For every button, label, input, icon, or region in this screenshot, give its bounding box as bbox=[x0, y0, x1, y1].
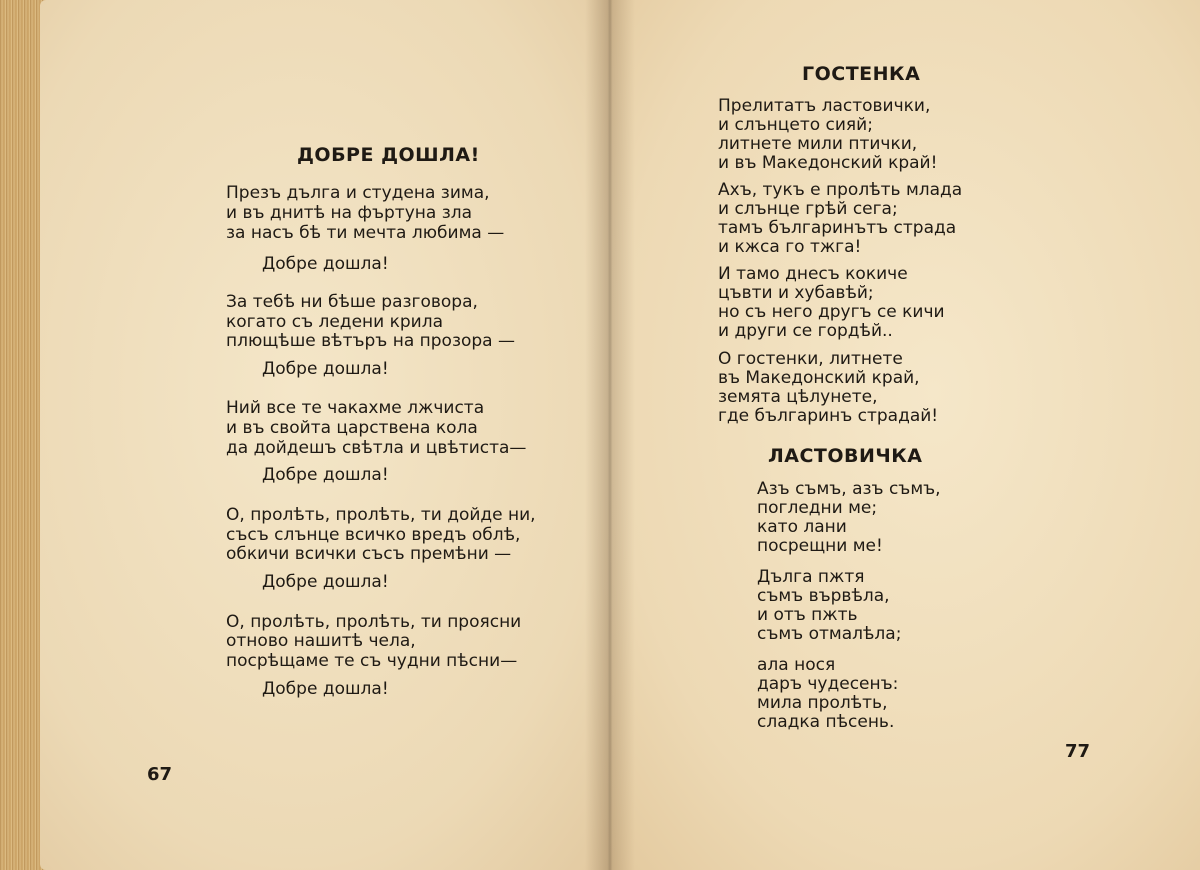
left-page-number: 67 bbox=[147, 764, 173, 785]
left-line: О, пролѣть, пролѣть, ти дойде ни, bbox=[226, 505, 536, 525]
left-line: съсъ слънце всичко вредъ облѣ, bbox=[226, 525, 521, 545]
right-line: Ахъ, тукъ е пролѣть млада bbox=[718, 180, 963, 200]
refrain: Добре дошла! bbox=[262, 679, 389, 699]
right-line: Дълга пжтя bbox=[757, 567, 865, 587]
right-line: съмъ отмалѣла; bbox=[757, 624, 902, 644]
right-line: и въ Македонский край! bbox=[718, 153, 938, 173]
left-line: Презъ дълга и студена зима, bbox=[226, 183, 490, 203]
left-line: обкичи всички съсъ премѣни — bbox=[226, 544, 512, 564]
refrain: Добре дошла! bbox=[262, 254, 389, 274]
right-line: въ Македонский край, bbox=[718, 368, 920, 388]
right-line: И тамо днесъ кокиче bbox=[718, 264, 908, 284]
right-page-number: 77 bbox=[1065, 741, 1091, 762]
right-line: мила пролѣть, bbox=[757, 693, 888, 713]
right-line: сладка пѣсень. bbox=[757, 712, 895, 732]
right-line: и други се гордѣй.. bbox=[718, 321, 893, 341]
right-line: съмъ вървѣла, bbox=[757, 586, 890, 606]
right-line: Прелитатъ ластовички, bbox=[718, 96, 931, 116]
right-line: земята цѣлунете, bbox=[718, 387, 878, 407]
left-poem-title: ДОБРЕ ДОШЛА! bbox=[297, 144, 480, 166]
refrain: Добре дошла! bbox=[262, 465, 389, 485]
left-line: когато съ ледени крила bbox=[226, 312, 443, 332]
right-poem-title-2: ЛАСТОВИЧКА bbox=[768, 445, 923, 467]
right-line: цъвти и хубавѣй; bbox=[718, 283, 874, 303]
book-gutter bbox=[585, 0, 635, 870]
right-line: даръ чудесенъ: bbox=[757, 674, 899, 694]
right-line: Азъ съмъ, азъ съмъ, bbox=[757, 479, 941, 499]
right-line: посрещни ме! bbox=[757, 536, 883, 556]
left-line: О, пролѣть, пролѣть, ти проясни bbox=[226, 612, 522, 632]
left-line: посрѣщаме те съ чудни пѣсни— bbox=[226, 651, 518, 671]
right-line: но съ него другъ се кичи bbox=[718, 302, 945, 322]
right-line: погледни ме; bbox=[757, 498, 878, 518]
right-line: и слънце грѣй сега; bbox=[718, 199, 898, 219]
right-line: литнете мили птички, bbox=[718, 134, 918, 154]
right-line: и слънцето сияй; bbox=[718, 115, 873, 135]
right-line: ала нося bbox=[757, 655, 836, 675]
right-line: като лани bbox=[757, 517, 847, 537]
right-line: О гостенки, литнете bbox=[718, 349, 903, 369]
refrain: Добре дошла! bbox=[262, 572, 389, 592]
right-line: тамъ българинътъ страда bbox=[718, 218, 957, 238]
left-line: плющѣше вѣтъръ на прозора — bbox=[226, 331, 515, 351]
right-line: и кжса го тжга! bbox=[718, 237, 862, 257]
left-line: да дойдешъ свѣтла и цвѣтиста— bbox=[226, 438, 527, 458]
refrain: Добре дошла! bbox=[262, 359, 389, 379]
left-line: за насъ бѣ ти мечта любима — bbox=[226, 223, 505, 243]
right-page bbox=[610, 0, 1200, 870]
right-line: и отъ пжть bbox=[757, 605, 858, 625]
left-line: Ний все те чакахме лжчиста bbox=[226, 398, 485, 418]
left-line: и въ свойта царствена кола bbox=[226, 418, 478, 438]
right-poem-title-1: ГОСТЕНКА bbox=[802, 63, 921, 85]
left-line: За тебѣ ни бѣше разговора, bbox=[226, 292, 478, 312]
left-line: отново нашитѣ чела, bbox=[226, 631, 416, 651]
right-line: где българинъ страдай! bbox=[718, 406, 939, 426]
left-line: и въ днитѣ на фъртуна зла bbox=[226, 203, 473, 223]
